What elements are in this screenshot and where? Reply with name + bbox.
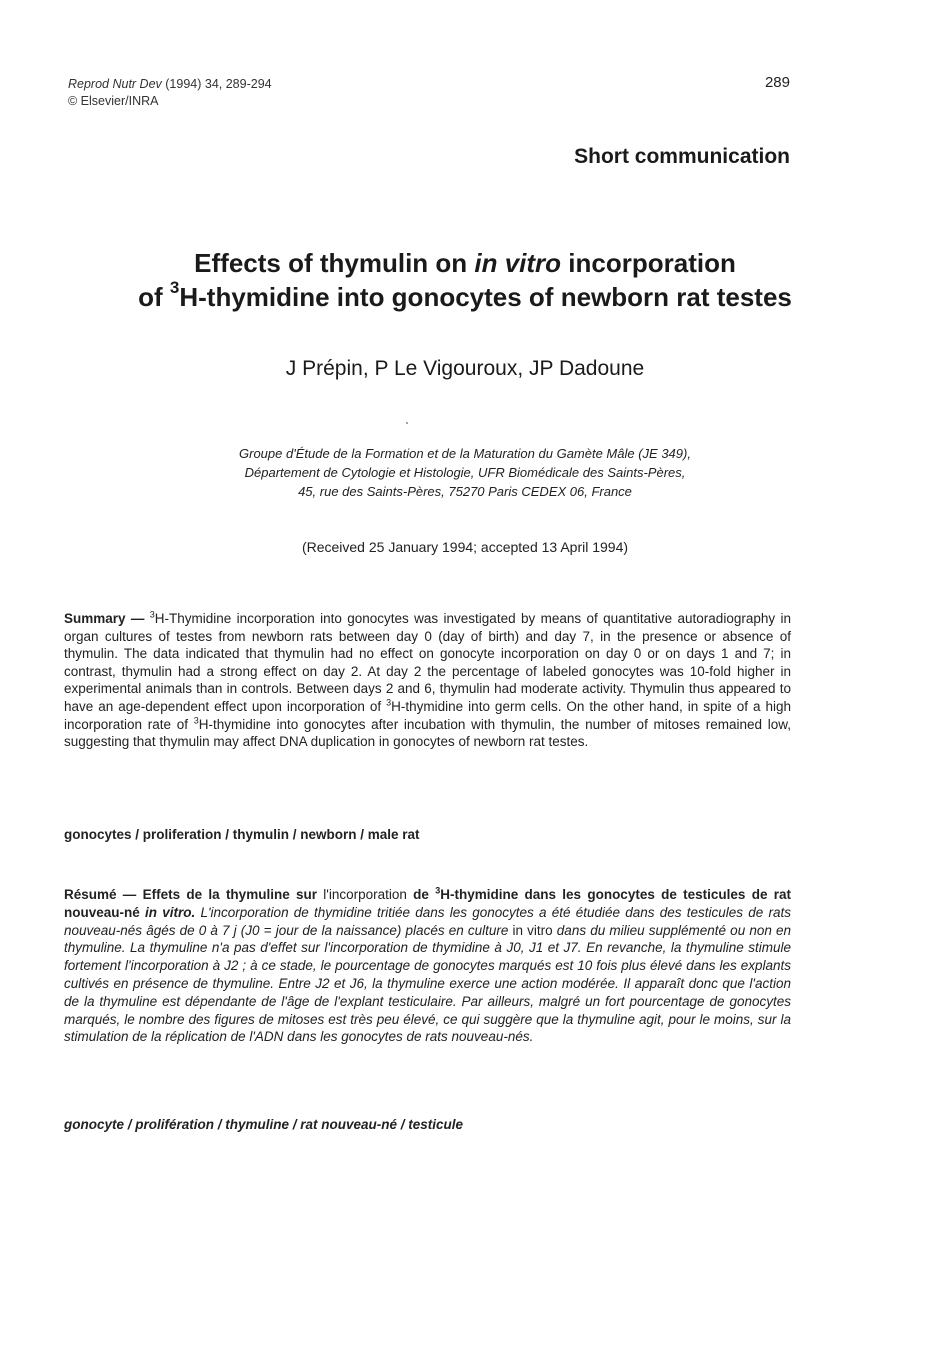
resume-title-italic: in vitro. <box>144 904 196 920</box>
article-title <box>60 246 870 314</box>
received-dates: (Received 25 January 1994; accepted 13 April 1994) <box>301 539 629 555</box>
resume-body <box>64 905 791 1045</box>
title-line-2 <box>60 280 870 314</box>
title-line-1 <box>60 246 870 280</box>
decorative-dot <box>406 422 408 424</box>
journal-name: Reprod Nutr Dev <box>68 77 162 91</box>
title-text: Effects of thymulin on <box>194 248 475 278</box>
resume-lead: Résumé — <box>64 887 137 902</box>
affiliation-line: Groupe d'Étude de la Formation et de la Maturation du Gamète Mâle (JE 349), <box>239 446 691 461</box>
citation-details: (1994) 34, 289-294 <box>161 77 272 91</box>
superscript: 3 <box>193 715 199 726</box>
superscript: 3 <box>149 609 155 620</box>
section-label: Short communication <box>574 145 790 168</box>
title-text: of <box>138 282 170 312</box>
affiliation <box>60 444 870 501</box>
resume-paragraph <box>64 886 791 1046</box>
resume-title-text: de <box>406 887 436 902</box>
running-header <box>68 76 272 110</box>
superscript: 3 <box>435 885 441 896</box>
citation-line <box>68 76 272 93</box>
authors: J Prépin, P Le Vigouroux, JP Dadoune <box>285 357 645 380</box>
superscript: 3 <box>386 697 392 708</box>
title-italic: in vitro <box>474 248 562 278</box>
page-number: 289 <box>764 74 790 91</box>
keywords-english: gonocytes / proliferation / thymulin / newborn / male rat <box>64 827 420 842</box>
title-text: H-thymidine into gonocytes of newborn rat testes <box>179 282 792 312</box>
summary-lead: Summary — <box>64 611 145 626</box>
title-superscript: 3 <box>169 278 180 298</box>
resume-body-text: L'incorporation de thymidine tritiée dans les gonocytes a été étudiée dans des testicules de rats nouveau-nés âgés de 0 à 7 j (J0 = jour de la naissance) placés en culture <box>64 904 791 938</box>
affiliation-line: Département de Cytologie et Histologie, UFR Biomédicale des Saints-Pères, <box>244 465 686 480</box>
summary-text: H-Thymidine incorporation into gonocytes was investigated by means of quantitative autoradiography in organ cultures of testes from newborn rats between day 0 (day of birth) and day 7, in the presence or absence of thymulin. The data indicated that thymulin had no effect on gonocyte incorporation on day 0 or on days 1 and 7; in contrast, thymulin had a strong effect on day 2. At day 2 the percentage of labeled gonocytes was 10-fold higher in experimental animals than in controls. Between days 2 and 6, thymulin had moderate activity. Thymulin thus appeared to have an age-dependent effect upon incorporation of <box>64 611 791 714</box>
keywords-french: gonocyte / prolifération / thymuline / rat nouveau-né / testicule <box>64 1117 464 1132</box>
summary-paragraph <box>64 610 791 751</box>
resume-title-text: H-thymidine dans les gonocytes de testicules de rat nouveau-né <box>64 887 791 920</box>
resume-body-text: dans du milieu supplémenté ou non en thymuline. La thymuline n'a pas d'effet sur l'incorporation de thymidine à J0, J1 et J7. En revanche, la thymuline stimule fortement l'incorporation à J2 ; à ce stade, le pourcentage de gonocytes marqués est 10 fois plus élevé dans les explants cultivés en présence de thymuline. Entre J2 et J6, la thymuline exerce une action modérée. Il apparaît donc que l'action de la thymuline est dépendante de l'âge de l'explant testiculaire. Par ailleurs, malgré un fort pourcentage de gonocytes marqués, le nombre des figures de mitoses est très peu élevé, ce qui suggère que la thymuline agit, pour le moins, sur la stimulation de la réplication de l'ADN dans les gonocytes de rats nouveau-nés. <box>64 922 792 1045</box>
resume-title-text: Effets de la thymuline sur <box>136 887 324 902</box>
resume-title-text: l'incorporation <box>323 887 407 902</box>
summary-text: H-thymidine into gonocytes after incubation with thymulin, the number of mitoses remained low, suggesting that thymulin may affect DNA duplication in gonocytes of newborn rat testes. <box>64 716 791 750</box>
affiliation-line: 45, rue des Saints-Pères, 75270 Paris CEDEX 06, France <box>298 484 632 499</box>
resume-body-roman: in vitro <box>512 922 553 938</box>
title-text: incorporation <box>561 248 736 278</box>
summary-text: H-thymidine into germ cells. On the other hand, in spite of a high incorporation rate of <box>64 698 791 732</box>
publisher-line: © Elsevier/INRA <box>68 94 159 108</box>
